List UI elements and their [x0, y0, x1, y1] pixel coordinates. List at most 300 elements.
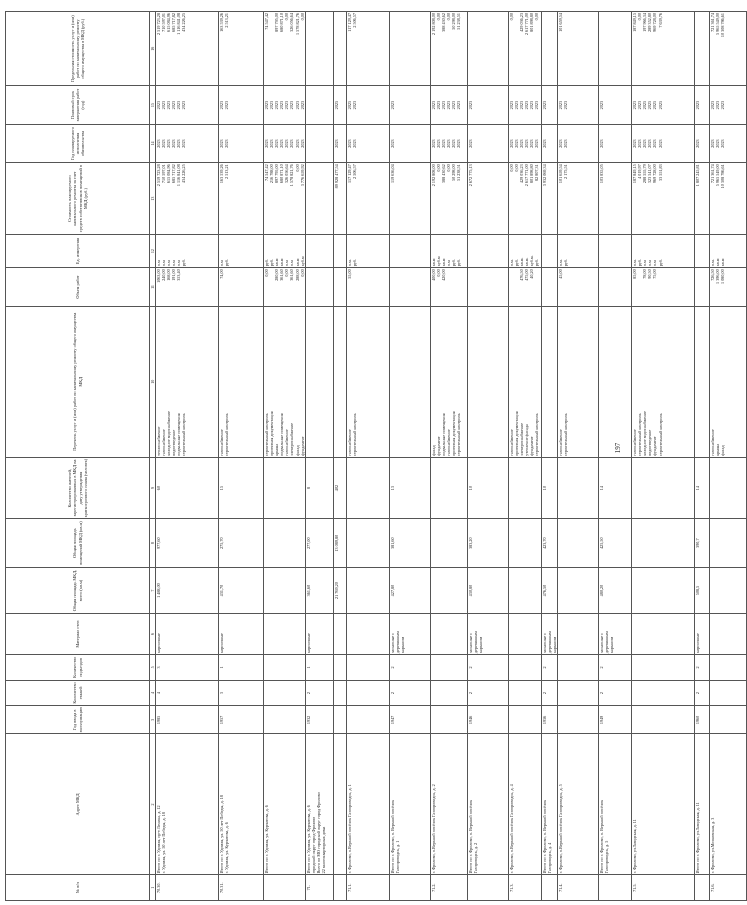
address-cell-line: Всего по МО городской округ город Фролово	[315, 792, 321, 874]
unit-cell-line: п.м	[284, 260, 290, 267]
address-cell-line: г. Фролово, п.Верхний посёлок Газопроводск, д. 4	[508, 784, 514, 874]
limit-cost-cell-line	[563, 13, 568, 84]
cost-cell	[695, 163, 710, 235]
volume-cell	[389, 268, 430, 306]
limit-cost-cell	[695, 12, 710, 86]
total-area-cell: 1 488,00	[156, 568, 219, 614]
plan-year-cell-line: 2023	[435, 139, 441, 148]
works-cell	[710, 306, 747, 457]
cost-cell	[467, 163, 508, 235]
wall-material-cell	[333, 614, 346, 655]
plan-year-cell-line: 2023	[389, 139, 395, 148]
limit-cost-cell-line: 897 795,00	[274, 13, 280, 32]
plan-year-cell	[467, 124, 508, 162]
cost-cell-line: 119 636,04	[389, 164, 395, 183]
floors-cell	[558, 680, 599, 706]
unit-cell	[156, 234, 219, 267]
works-cell-line: фундамент	[652, 436, 658, 456]
cost-cell-line: 187 849,15	[632, 164, 638, 184]
works-cell-line: строительный контроль	[657, 413, 663, 456]
plan-year-cell-line: 2023	[695, 139, 701, 148]
address-cell-line: г. Фролово, ул.Московская, д. 3	[710, 817, 716, 874]
cost-cell-line: 0,00	[513, 164, 519, 172]
address-cell	[710, 734, 747, 875]
volume-cell	[467, 268, 508, 306]
finish-year-cell-line: 2023	[351, 100, 357, 110]
works-cell-line: газоснабжение	[710, 429, 716, 456]
wall-material-cell	[632, 614, 695, 655]
finish-year-cell-line: 2023	[529, 100, 535, 110]
year-cell	[558, 706, 599, 734]
limit-cost-cell-line: 388 430,62	[440, 13, 446, 32]
cost-cell	[558, 163, 599, 235]
volume-cell-line: 353,40	[176, 269, 182, 281]
row-number-cell	[599, 875, 632, 901]
wall-material-cell: засыпные с деревянным каркасом	[541, 614, 557, 655]
address-cell-line: Итого по г. Удомля, пр-т Ленина, д. 12	[156, 805, 161, 874]
address-cell	[541, 734, 557, 875]
plan-year-cell-line: 2023	[294, 139, 300, 148]
cost-cell-line: 82 807,31	[534, 164, 540, 181]
entrances-cell: 2	[467, 655, 508, 681]
limit-cost-cell-line: 969 728,00	[652, 13, 658, 32]
plan-year-cell-line: 2023	[351, 139, 357, 148]
finish-year-cell-line: 2023	[456, 100, 462, 110]
entrances-cell	[264, 655, 306, 681]
limit-cost-cell-line	[542, 13, 547, 84]
finish-year-cell	[710, 86, 747, 124]
volume-cell-line	[456, 269, 461, 304]
limit-cost-cell-line: 2 617 771,00	[524, 13, 530, 35]
unit-cell-line: кв.м.	[524, 257, 530, 267]
address-cell	[508, 734, 541, 875]
volume-cell	[219, 268, 264, 306]
table-row	[430, 12, 467, 901]
address-cell-line: Газпроводск, д. 4	[546, 842, 552, 874]
cost-cell	[333, 163, 346, 235]
works-cell-line: водоотведение	[647, 429, 653, 456]
works-cell	[430, 306, 467, 457]
works-cell-line: фасад	[430, 445, 436, 456]
finish-year-cell	[305, 86, 333, 124]
finish-year-cell-line: 2023	[446, 100, 452, 110]
floors-cell: 2	[599, 680, 632, 706]
cost-cell	[156, 163, 219, 235]
limit-cost-cell-line: 187 849,15	[632, 13, 638, 32]
unit-cell	[632, 234, 695, 267]
total-area-cell	[264, 568, 306, 614]
unit-cell-line: кв.м.	[518, 257, 524, 267]
cost-cell-line: 801 898,80	[529, 164, 535, 184]
volume-cell	[710, 268, 747, 306]
limit-cost-cell-line: 0,00	[435, 13, 441, 21]
finish-year-cell-line: 2023	[637, 100, 643, 110]
plan-year-cell	[219, 124, 264, 162]
plan-year-cell-line: 2023	[642, 139, 648, 148]
finish-year-cell-line: 2023	[176, 100, 182, 110]
table-row	[264, 12, 306, 901]
unit-cell	[558, 234, 599, 267]
cost-cell-line: 101 659,54	[558, 164, 564, 184]
residents-cell: 13	[389, 457, 430, 518]
limit-cost-cell-line: 2 513,21	[224, 13, 230, 28]
works-cell-line: подвальные помещения	[176, 413, 182, 456]
header-cell: № п/п	[6, 875, 150, 901]
works-cell	[599, 306, 632, 457]
volume-cell-line: 0,00	[284, 269, 290, 277]
year-cell: 1957	[219, 706, 264, 734]
cost-cell	[710, 163, 747, 235]
unit-cell-line: руб.	[264, 259, 269, 267]
year-cell: 1946	[467, 706, 508, 734]
floors-cell	[430, 680, 467, 706]
works-cell-line: газоснабжение	[161, 429, 167, 456]
cost-cell-line: 0,00	[294, 164, 300, 172]
limit-cost-cell-line	[599, 13, 604, 84]
residents-cell: 14	[695, 457, 710, 518]
limit-cost-cell-line: 5 965 549,00	[715, 13, 721, 35]
header-cell: Год планируемого исполнения обязательства	[6, 124, 150, 162]
plan-year-cell-line: 2023	[440, 139, 446, 148]
finish-year-cell-line: 2023	[563, 100, 569, 110]
cost-cell	[599, 163, 632, 235]
volume-cell	[508, 268, 541, 306]
cost-cell-line: 103 835,05	[599, 164, 605, 184]
volume-cell-line: 55,00	[346, 269, 352, 279]
finish-year-cell	[632, 86, 695, 124]
unit-cell	[467, 234, 508, 267]
header-cell: Количество этажей	[6, 680, 150, 706]
unit-cell-line: руб.	[657, 259, 663, 267]
limit-cost-cell	[346, 12, 389, 86]
limit-cost-cell	[710, 12, 747, 86]
cost-cell-line: 323 541,07	[647, 164, 653, 184]
address-cell	[333, 734, 346, 875]
finish-year-cell-line: 2023	[599, 100, 605, 110]
plan-year-cell-line: 2023	[456, 139, 462, 148]
finish-year-cell-line: 2023	[299, 100, 305, 110]
total-area-cell: 21 769,20	[333, 568, 346, 614]
unit-cell-line: руб.	[637, 259, 643, 267]
wall-material-cell: кирпичные	[695, 614, 710, 655]
plan-year-cell	[508, 124, 541, 162]
total-area-cell	[710, 568, 747, 614]
finish-year-cell-line: 2023	[166, 100, 172, 110]
unit-cell	[346, 234, 389, 267]
finish-year-cell	[389, 86, 430, 124]
plan-year-cell-line: 2023	[224, 139, 230, 148]
works-cell	[305, 306, 333, 457]
volume-cell-line: 40,20	[529, 269, 535, 279]
total-area-cell	[430, 568, 467, 614]
limit-cost-cell-line: 197 966,34	[642, 13, 648, 32]
column-number: 14	[150, 124, 156, 162]
works-cell-line: фасад	[294, 445, 300, 456]
works-cell-line: газоснабжение	[284, 429, 290, 456]
cost-cell-line: 2 617 771,00	[524, 164, 530, 187]
header-cell: Объем работ	[6, 268, 150, 306]
works-cell-line: газоснабжение	[219, 429, 224, 456]
cost-cell-line: 3 776 659,92	[299, 164, 305, 187]
finish-year-cell-line: 2023	[720, 100, 726, 110]
works-cell	[541, 306, 557, 457]
address-cell	[632, 734, 695, 875]
unit-cell	[599, 234, 632, 267]
plan-year-cell-line: 2023	[563, 139, 569, 148]
row-number-cell	[264, 875, 306, 901]
finish-year-cell-line: 2023	[451, 100, 457, 110]
floors-cell: 4	[156, 680, 219, 706]
address-cell-line: Итого по г. Фролово, п. Верхний посёлок	[541, 799, 547, 874]
plan-year-cell-line: 2023	[508, 139, 514, 148]
finish-year-cell-line: 2023	[181, 100, 187, 110]
finish-year-cell-line: 2023	[264, 100, 269, 110]
works-cell-line: газоснабжение	[446, 429, 452, 456]
limit-cost-cell-line: 0,00	[284, 13, 290, 21]
address-cell-line: г. Фролово, п.Верхний посёлок Газопроводск, д. 5	[558, 784, 564, 874]
year-cell: 1960	[695, 706, 710, 734]
row-number-cell	[695, 875, 710, 901]
year-cell	[333, 706, 346, 734]
limit-cost-cell-line: 434 226,25	[181, 13, 187, 32]
finish-year-cell-line: 2023	[508, 100, 514, 110]
wall-material-cell	[558, 614, 599, 655]
works-cell-line: подвальные помещения	[279, 413, 285, 456]
unit-cell-line: п.м	[446, 260, 452, 267]
unit-cell-line: п.м	[647, 260, 653, 267]
plan-year-cell-line: 2023	[333, 139, 339, 148]
column-number: 1	[150, 875, 156, 901]
finish-year-cell	[541, 86, 557, 124]
row-number-cell: 71.5.	[632, 875, 695, 901]
wall-material-cell	[346, 614, 389, 655]
limit-cost-cell-line: 0,00	[637, 13, 643, 21]
finish-year-cell-line: 2023	[219, 100, 224, 110]
unit-cell-line: кв.м	[274, 258, 280, 267]
cost-cell	[264, 163, 306, 235]
address-cell-line: Газопроводск, д. 5	[604, 840, 610, 874]
works-cell-line: теплоснабжение	[156, 426, 161, 456]
finish-year-cell-line: 2025	[657, 100, 663, 110]
unit-cell-line: п.м.	[508, 259, 514, 267]
address-cell	[467, 734, 508, 875]
residents-cell: 402	[333, 457, 346, 518]
entrances-cell	[558, 655, 599, 681]
finish-year-cell-line: 2025	[346, 100, 352, 110]
limit-cost-cell	[156, 12, 219, 86]
finish-year-cell-line: 2023	[161, 100, 167, 110]
address-cell-line: Итого по г. Удомля, ул. 50 лет Победы, д. 18	[219, 795, 224, 874]
works-cell-line: газоснабжение	[346, 429, 352, 456]
finish-year-cell	[264, 86, 306, 124]
plan-year-cell-line: 2023	[513, 139, 519, 148]
volume-cell-line: 1063,00	[156, 269, 161, 283]
header-cell: Год ввода в эксплуатацию	[6, 706, 150, 734]
limit-cost-cell-line	[390, 13, 395, 84]
address-cell-line: Газопроводск, д. 1	[394, 840, 400, 874]
total-area-cell: 508,5	[695, 568, 710, 614]
works-cell	[264, 306, 306, 457]
volume-cell-line: 240,00	[161, 269, 167, 281]
residents-cell	[632, 457, 695, 518]
floors-cell: 2	[467, 680, 508, 706]
address-cell	[264, 734, 306, 875]
cost-cell-line: 288 555,79	[642, 164, 648, 184]
cost-cell-line: 0,00	[508, 164, 514, 172]
wall-material-cell	[264, 614, 306, 655]
header-cell: Стоимость планируемого капитального ремонта за счет средств собственников помещений в МКД (руб.)	[6, 163, 150, 235]
plan-year-cell-line: 2023	[299, 139, 305, 148]
address-cell-line: городской округ город Фролово	[310, 816, 316, 874]
volume-cell-line	[352, 269, 357, 304]
premises-area-cell: 423,70	[541, 519, 557, 568]
wall-material-cell: кирпичные	[156, 614, 219, 655]
total-area-cell	[508, 568, 541, 614]
table-row	[541, 12, 557, 901]
cost-cell-line: 1 578 821,76	[289, 164, 295, 187]
address-cell	[430, 734, 467, 875]
unit-cell	[333, 234, 346, 267]
works-cell-line: водоотведение	[171, 429, 177, 456]
wall-material-cell: кирпичные	[305, 614, 333, 655]
cost-cell-line: 89 928 477,54	[333, 164, 339, 189]
residents-cell: 15	[219, 457, 264, 518]
entrances-cell	[632, 655, 695, 681]
header-cell: Ед. измерения	[6, 234, 150, 267]
limit-cost-cell	[467, 12, 508, 86]
residents-cell: 8	[305, 457, 333, 518]
plan-year-cell-line: 2023	[161, 139, 167, 148]
volume-cell-line: 191,00	[171, 269, 177, 281]
works-cell-line: строительный контроль	[181, 413, 187, 456]
unit-cell	[389, 234, 430, 267]
plan-year-cell-line: 2023	[524, 139, 530, 148]
works-cell	[333, 306, 346, 457]
cost-cell-line: 3 932 069,34	[541, 164, 547, 187]
finish-year-cell-line: 2023	[269, 100, 275, 110]
entrances-cell	[710, 655, 747, 681]
wall-material-cell	[710, 614, 747, 655]
volume-cell-line: 400,00	[430, 269, 436, 281]
cost-cell-line: 5 965 549,00	[715, 164, 721, 187]
unit-cell-line: кв.м	[720, 258, 726, 267]
residents-cell	[264, 457, 306, 518]
unit-cell	[508, 234, 541, 267]
premises-area-cell	[508, 519, 541, 568]
row-number-cell: 71.2.	[430, 875, 467, 901]
header-cell: Общая площадь помещений МКД (кв.м)	[6, 519, 150, 568]
plan-year-cell-line: 2023	[446, 139, 452, 148]
unit-cell-line: п.м.	[346, 259, 352, 267]
finish-year-cell-line: 2025	[642, 100, 648, 110]
volume-cell	[695, 268, 710, 306]
year-cell: 1947	[389, 706, 430, 734]
residents-cell: 10	[467, 457, 508, 518]
unit-cell-line: п.м	[156, 260, 161, 267]
finish-year-cell	[508, 86, 541, 124]
unit-cell-line: руб.	[513, 259, 519, 267]
unit-cell	[264, 234, 306, 267]
year-cell	[346, 706, 389, 734]
address-cell	[389, 734, 430, 875]
finish-year-cell-line: 2023	[171, 100, 177, 110]
plan-year-cell-line: 2023	[156, 139, 161, 148]
plan-year-cell-line: 2023	[518, 139, 524, 148]
cost-cell-line: 2 513,21	[224, 164, 230, 179]
finish-year-cell-line: 2023	[389, 100, 395, 110]
plan-year-cell	[710, 124, 747, 162]
works-cell	[346, 306, 389, 457]
finish-year-cell	[219, 86, 264, 124]
total-area-cell	[558, 568, 599, 614]
address-cell-line: г. Удомля, ул. Курчатова, д. 6	[224, 822, 230, 874]
finish-year-cell-line: 2023	[632, 100, 638, 110]
entrances-cell: 2	[599, 655, 632, 681]
plan-year-cell	[305, 124, 333, 162]
row-number-cell	[541, 875, 557, 901]
residents-cell	[558, 457, 599, 518]
volume-cell-line: 361,60	[279, 269, 285, 281]
column-number: 2	[150, 734, 156, 875]
finish-year-cell-line: 2023	[279, 100, 285, 110]
plan-year-cell-line: 2023	[710, 139, 716, 148]
volume-cell-line	[224, 269, 229, 304]
repair-plan-table	[5, 11, 747, 901]
works-cell-line: фасад	[720, 445, 726, 456]
floors-cell	[632, 680, 695, 706]
limit-cost-cell	[508, 12, 541, 86]
row-number-cell: 71.4.	[558, 875, 599, 901]
volume-cell	[346, 268, 389, 306]
limit-cost-cell-line: 680 871,10	[279, 13, 285, 32]
residents-cell	[430, 457, 467, 518]
unit-cell-line: п.м.	[632, 259, 638, 267]
works-cell-line: фундамент	[529, 436, 535, 456]
volume-cell	[632, 268, 695, 306]
plan-year-cell-line: 2023	[529, 139, 535, 148]
works-cell	[156, 306, 219, 457]
unit-cell-line: руб.	[534, 259, 540, 267]
unit-cell-line: руб.	[351, 259, 357, 267]
works-cell	[467, 306, 508, 457]
works-cell	[389, 306, 430, 457]
limit-cost-cell-line: 721 361,74	[710, 13, 716, 32]
unit-cell-line: п.м	[161, 260, 167, 267]
cost-cell-line: 388 430,62	[440, 164, 446, 184]
finish-year-cell-line: 2023	[289, 100, 295, 110]
address-cell	[156, 734, 219, 875]
volume-cell	[599, 268, 632, 306]
cost-cell	[541, 163, 557, 235]
plan-year-cell-line: 2023	[657, 139, 663, 148]
volume-cell-line: 1 080,00	[720, 269, 726, 284]
table-row	[333, 12, 346, 901]
entrances-cell: 2	[695, 655, 710, 681]
unit-cell-line: кв.м	[430, 258, 436, 267]
plan-year-cell-line: 2023	[451, 139, 457, 148]
year-cell: 1932	[305, 706, 333, 734]
cost-cell-line: 51 238,51	[456, 164, 462, 181]
unit-cell-line: руб.	[451, 259, 457, 267]
cost-cell-line: 969 728,00	[652, 164, 658, 184]
table-row	[346, 12, 389, 901]
limit-cost-cell	[389, 12, 430, 86]
plan-year-cell-line: 2023	[558, 139, 564, 148]
year-cell	[264, 706, 306, 734]
plan-year-cell	[346, 124, 389, 162]
year-cell: 1949	[599, 706, 632, 734]
finish-year-cell-line: 2025	[652, 100, 658, 110]
